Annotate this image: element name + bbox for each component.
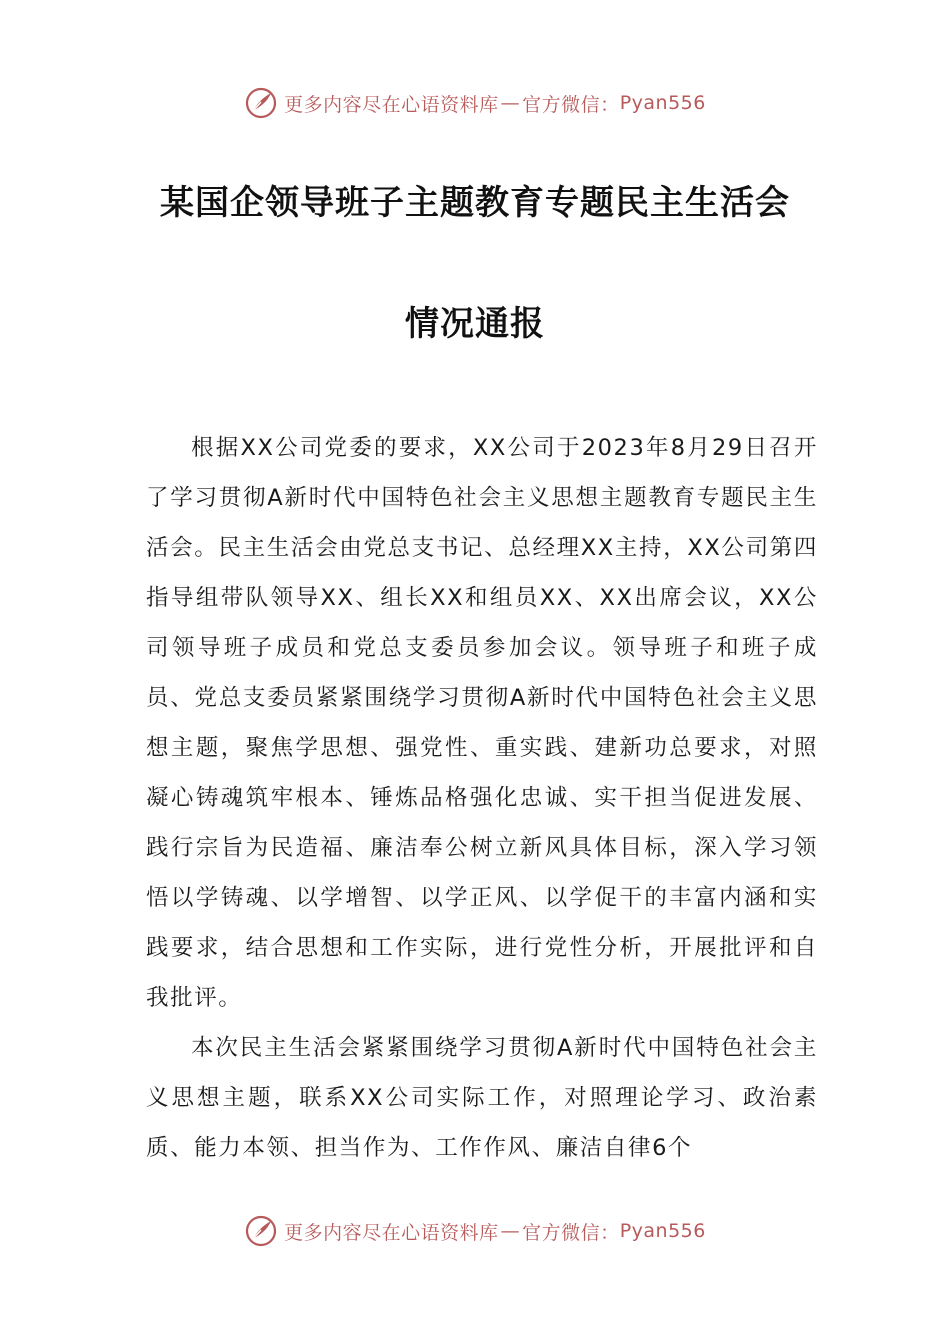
watermark-separator: — xyxy=(500,92,521,114)
watermark-separator: — xyxy=(500,1220,521,1242)
document-subtitle: 情况通报 xyxy=(405,304,545,344)
watermark-contact-label: 官方微信： xyxy=(522,1221,620,1244)
watermark-contact-id: Pyan556 xyxy=(619,1220,706,1242)
footer-watermark xyxy=(0,1211,950,1251)
body-paragraph: 根据XX公司党委的要求，XX公司于2023年8月29日召开了学习贯彻A新时代中国特色社会主义思想主题教育专题民主生活会。民主生活会由党总支书记、总经理XX主持，XX公司第四指导组带队领导XX、组长XX和组员XX、XX出席会议，XX公司领导班子成员和党总支委员参加会议。领导班子和班子成员、党总支委员紧紧围绕学习贯彻A新时代中国特色社会主义思想主题，聚焦学思想、强党性、重实践、建新功总要求，对照凝心铸魂筑牢根本、锤炼品格强化忠诚、实干担当促进发展、践行宗旨为民造福、廉洁奉公树立新风具体目标，深入学习领悟以学铸魂、以学增智、以学正风、以学促干的丰富内涵和实践要求，结合思想和工作实际，进行党性分析，开展批评和自我批评。 xyxy=(146,435,818,1011)
header-watermark xyxy=(0,83,950,123)
watermark-text: 更多内容尽在心语资料库 xyxy=(284,1221,499,1244)
quill-logo-icon xyxy=(244,1214,278,1248)
document-title: 某国企领导班子主题教育专题民主生活会 xyxy=(160,183,790,223)
body-paragraph: 本次民主生活会紧紧围绕学习贯彻A新时代中国特色社会主义思想主题，联系XX公司实际工作，对照理论学习、政治素质、能力本领、担当作为、工作作风、廉洁自律6个 xyxy=(146,1035,818,1161)
quill-logo-icon xyxy=(244,86,278,120)
watermark-contact-label: 官方微信： xyxy=(522,93,620,116)
document-body xyxy=(146,423,818,1173)
watermark-text: 更多内容尽在心语资料库 xyxy=(284,93,499,116)
watermark-contact-id: Pyan556 xyxy=(619,92,706,114)
